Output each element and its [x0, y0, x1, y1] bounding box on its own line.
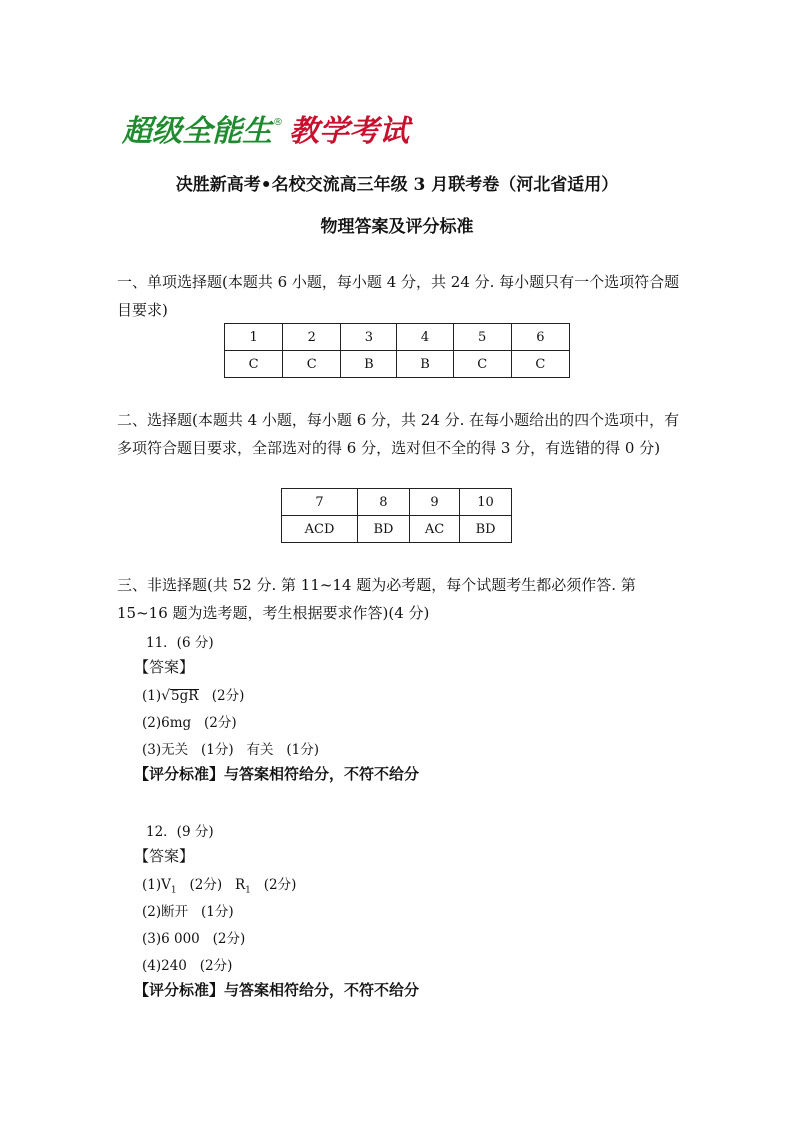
q11-line2: (2)6mg (2分)	[142, 715, 237, 731]
q11-grading: 【评分标准】与答案相符给分，不符不给分	[134, 765, 420, 783]
q12-line3: (3)6 000 (2分)	[142, 931, 246, 947]
q11-answer-label: 【答案】	[134, 658, 195, 676]
page-title: 决胜新高考•名校交流高三年级 3 月联考卷（河北省适用）	[175, 175, 619, 195]
q12-heading: 12．(9 分)	[146, 824, 214, 840]
q12-line2: (2)断开 (1分)	[142, 904, 234, 920]
table-cell: ACD	[282, 516, 358, 543]
sqrt-icon: √	[161, 688, 171, 704]
section2-table	[281, 488, 512, 543]
table-cell: 7	[282, 489, 358, 516]
table-cell: 10	[460, 489, 512, 516]
table-row-numbers	[282, 489, 512, 516]
section1-text: 一、单项选择题(本题共 6 小题，每小题 4 分，共 24 分. 每小题只有一个选项符合题目要求)	[117, 273, 680, 319]
section1-table	[224, 323, 570, 378]
table-cell: 9	[409, 489, 459, 516]
registered-mark: ®	[273, 117, 283, 128]
logo	[122, 106, 409, 149]
q12-line1-a-sub: 1	[170, 885, 177, 896]
q11-radicand: 5gR	[171, 688, 199, 704]
table-cell: 1	[225, 324, 283, 351]
logo-sub: 教学考试	[289, 114, 409, 149]
section3-text: 三、非选择题(共 52 分. 第 11~14 题为必考题，每个试题考生都必须作答. 第 15~16 题为选考题，考生根据要求作答)(4 分)	[117, 576, 636, 622]
q12-line4: (4)240 (2分)	[142, 958, 233, 974]
table-cell: B	[341, 351, 397, 378]
q11-heading: 11．(6 分)	[146, 635, 214, 651]
table-cell: 4	[397, 324, 453, 351]
q11-line3: (3)无关 (1分) 有关 (1分)	[142, 742, 319, 758]
q12-line1	[142, 873, 296, 896]
table-cell: B	[397, 351, 453, 378]
table-row-numbers	[225, 324, 570, 351]
section2-text: 二、选择题(本题共 4 小题，每小题 6 分，共 24 分. 在每小题给出的四个选项中，有多项符合题目要求，全部选对的得 6 分，选对但不全的得 3 分，有选错的得 0 分)	[117, 411, 680, 457]
q12-line1-b: (2分) R	[189, 877, 246, 893]
q12-line1-a: (1)V	[142, 877, 171, 893]
q11-line1-score: (2分)	[211, 688, 245, 704]
table-cell: BD	[460, 516, 512, 543]
table-cell: C	[453, 351, 511, 378]
q11-line1	[142, 684, 244, 704]
table-cell: 8	[358, 489, 410, 516]
q12-line1-c: (2分)	[263, 877, 297, 893]
q11-line1-prefix: (1)	[142, 688, 162, 704]
table-row-answers	[225, 351, 570, 378]
table-cell: AC	[409, 516, 459, 543]
logo-brand: 超级全能生	[122, 114, 272, 149]
table-cell: C	[511, 351, 569, 378]
table-cell: BD	[358, 516, 410, 543]
table-cell: C	[283, 351, 341, 378]
table-cell: 2	[283, 324, 341, 351]
table-cell: 3	[341, 324, 397, 351]
table-row-answers	[282, 516, 512, 543]
q12-grading: 【评分标准】与答案相符给分，不符不给分	[134, 981, 420, 999]
table-cell: 6	[511, 324, 569, 351]
q12-line1-b-sub: 1	[245, 885, 251, 896]
table-cell: 5	[453, 324, 511, 351]
q12-answer-label: 【答案】	[134, 847, 195, 865]
table-cell: C	[225, 351, 283, 378]
page-subtitle: 物理答案及评分标准	[320, 217, 474, 237]
